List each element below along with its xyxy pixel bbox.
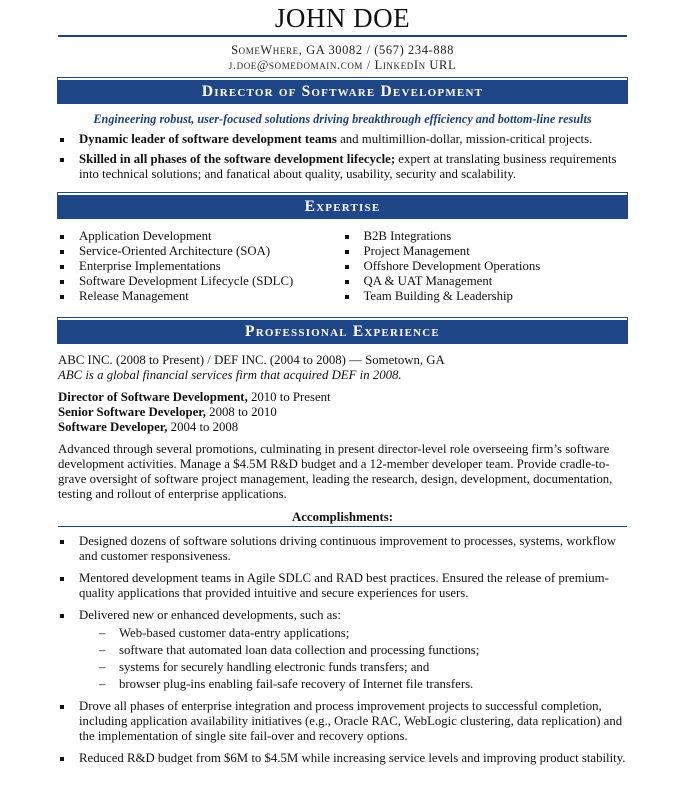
linkedin-link[interactable]: LinkedIn URL (374, 58, 457, 72)
tagline: Engineering robust, user-focused solutions driving breakthrough efficiency and bottom-line results (93, 112, 592, 126)
list-item: Software Development Lifecycle (SDLC) (58, 274, 343, 289)
separator: / (366, 58, 371, 72)
role-summary: Advanced through several promotions, culminating in present director-level role overseeing firm’s software development activities. Manage a $4.5M R&D budget and a 12-member developer team. Provide cradle-to-grave oversight of software project management, leading the research, design, development, documentation, testing and rollout of enterprise applications. (58, 442, 613, 501)
roles-block (58, 390, 627, 435)
list-item: Team Building & Leadership (343, 289, 628, 304)
header-rule (58, 35, 627, 37)
list-item: QA & UAT Management (343, 274, 628, 289)
title-banner: Director of Software Development (58, 78, 627, 103)
role-line: Software Developer, 2004 to 2008 (58, 420, 239, 434)
contact-block (58, 43, 627, 73)
list-item: Drove all phases of enterprise integration and process improvement projects to successful completion, including application availability initiatives (e.g., Oracle RAC, WebLogic clustering, data replication) and the implementation of single site fail-over and recovery options. (58, 699, 627, 744)
list-item: Offshore Development Operations (343, 259, 628, 274)
sub-item: – systems for securely handling electronic funds transfers; and (79, 660, 627, 675)
list-item (58, 608, 627, 692)
company-note: ABC is a global financial services firm that acquired DEF in 2008. (58, 368, 402, 382)
expertise-columns (58, 229, 627, 304)
intro-item: Dynamic leader of software development teams and multimillion-dollar, mission-critical projects. (58, 132, 627, 147)
location: SomeWhere, GA 30082 (231, 43, 363, 57)
expertise-right-list (343, 229, 628, 304)
accomplishments-list (58, 534, 627, 766)
list-item: Project Management (343, 244, 628, 259)
expertise-banner: Expertise (58, 193, 627, 218)
list-item: Release Management (58, 289, 343, 304)
list-item: Application Development (58, 229, 343, 244)
list-item: B2B Integrations (343, 229, 628, 244)
list-item-text: Delivered new or enhanced developments, such as: (79, 608, 341, 622)
separator: / (366, 43, 371, 57)
company-a: ABC INC. (2008 to Present) (58, 353, 205, 367)
experience-banner: Professional Experience (58, 318, 627, 343)
sub-item: – browser plug-ins enabling fail-safe recovery of Internet file transfers. (79, 677, 627, 692)
sub-item: – Web-based customer data-entry applications; (79, 626, 627, 641)
accomplishments-rule (58, 526, 627, 527)
candidate-name: JOHN DOE (274, 3, 411, 33)
sub-item: – software that automated loan data collection and processing functions; (79, 643, 627, 658)
intro-item: Skilled in all phases of the software development lifecycle; expert at translating business requirements into technical solutions; and fanatical about quality, usability, security and scalability. (58, 152, 627, 182)
email-link[interactable]: j.doe@somedomain.com (228, 58, 364, 72)
separator: / (207, 353, 211, 367)
company-line (58, 353, 627, 368)
list-item: Designed dozens of software solutions driving continuous improvement to processes, systems, workflow and customer responsiveness. (58, 534, 627, 564)
list-item: Service-Oriented Architecture (SOA) (58, 244, 343, 259)
intro-list (58, 132, 627, 182)
expertise-left-list (58, 229, 343, 304)
role-line: Director of Software Development, 2010 to Present (58, 390, 331, 404)
company-b: DEF INC. (2004 to 2008) — Sometown, GA (214, 353, 445, 367)
list-item: Reduced R&D budget from $6M to $4.5M while increasing service levels and improving product stability. (58, 751, 627, 766)
list-item: Enterprise Implementations (58, 259, 343, 274)
resume-page (58, 0, 627, 766)
developments-list (79, 626, 627, 692)
contact-line-1 (58, 43, 627, 58)
role-line: Senior Software Developer, 2008 to 2010 (58, 405, 277, 419)
phone: (567) 234-888 (374, 43, 454, 57)
accomplishments-heading: Accomplishments: (292, 510, 393, 524)
list-item: Mentored development teams in Agile SDLC and RAD best practices. Ensured the release of premium-quality applications that provided intuitive and secure experiences for users. (58, 571, 627, 601)
contact-line-2 (58, 58, 627, 73)
